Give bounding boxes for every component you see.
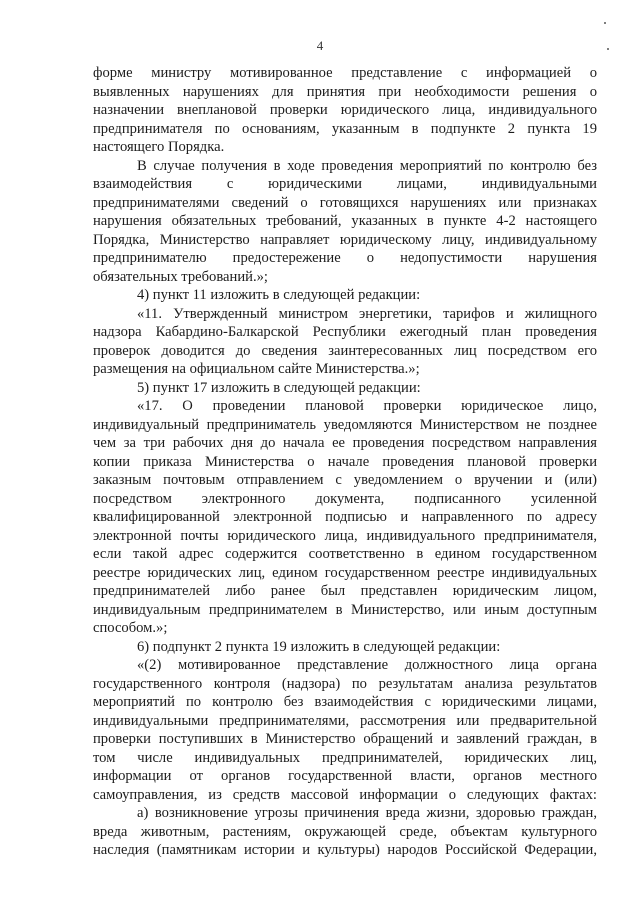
- text-line: вреда животным, растениям, окружающей среде, объектам культурного: [93, 823, 597, 840]
- text-line: заказным почтовым отправлением с уведомлением о вручении и (или): [93, 472, 597, 488]
- text-line: «(2) мотивированное представление должностного лица органа: [137, 657, 597, 673]
- text-line: 6) подпункт 2 пункта 19 изложить в следующей редакции:: [137, 638, 501, 655]
- text-line: копии приказа Министерства о начале проведения плановой проверки: [93, 453, 597, 470]
- text-line: надзора Кабардино-Балкарской Республики ежегодный план проведения: [93, 324, 597, 340]
- text-line: информации от органов государственной власти, органов местного: [93, 768, 597, 784]
- text-line: В случае получения в ходе проведения мероприятий по контролю без: [137, 157, 597, 174]
- text-line: Порядка, Министерство направляет юридическому лицу, индивидуальному: [93, 231, 597, 248]
- text-line: самоуправления, из средств массовой информации о следующих фактах:: [93, 786, 597, 803]
- text-line: том числе индивидуальных предпринимателей, юридических лиц,: [93, 749, 597, 766]
- text-line: квалифицированной электронной подписью и направленного по адресу: [93, 509, 597, 525]
- text-line: электронной почты юридического лица, индивидуального предпринимателя,: [93, 527, 597, 544]
- text-line: чем за три рабочих дня до начала ее проведения посредством направления: [93, 435, 597, 451]
- page-number: 4: [316, 38, 324, 53]
- text-line: наследия (памятникам истории и культуры) народов Российской Федерации,: [93, 842, 597, 858]
- text-line: предпринимателями сведений о готовящихся нарушениях или признаках: [93, 194, 597, 211]
- text-line: предпринимателей либо ранее был представлен юридическим лицом,: [93, 583, 597, 599]
- scan-speck: [604, 22, 606, 24]
- text-line: 5) пункт 17 изложить в следующей редакции:: [137, 379, 421, 396]
- text-line: размещения на официальном сайте Министерства.»;: [93, 361, 420, 377]
- text-line: проверок доводится до сведения заинтересованных лиц посредством его: [93, 342, 597, 359]
- text-line: «11. Утвержденный министром энергетики, тарифов и жилищного: [137, 305, 597, 322]
- text-line: индивидуальными предпринимателями, рассмотрения или предварительной: [93, 712, 597, 729]
- text-line: индивидуальным предпринимателем в Министерство, или иным доступным: [93, 601, 597, 618]
- document-body: [93, 64, 597, 860]
- text-line: а) возникновение угрозы причинения вреда жизни, здоровью граждан,: [137, 805, 597, 821]
- text-line: взаимодействия с юридическими лицами, индивидуальными: [93, 176, 597, 192]
- text-line: выявленных нарушениях для принятия при необходимости решения о: [93, 83, 597, 100]
- text-line: «17. О проведении плановой проверки юридическое лицо,: [137, 398, 597, 414]
- text-line: нарушения обязательных требований, указанных в пункте 4-2 настоящего: [93, 213, 597, 229]
- text-line: предпринимателю предостережение о недопустимости нарушения: [93, 250, 597, 266]
- text-line: 4) пункт 11 изложить в следующей редакции:: [137, 287, 421, 303]
- text-line: способом.»;: [93, 620, 168, 636]
- text-line: настоящего Порядка.: [93, 139, 225, 155]
- text-line: государственного контроля (надзора) по результатам анализа результатов: [93, 675, 597, 692]
- text-line: посредством электронного документа, подписанного усиленной: [93, 490, 597, 507]
- text-line: форме министру мотивированное представление с информацией о: [93, 65, 597, 81]
- text-line: обязательных требований.»;: [93, 268, 268, 285]
- text-line: мероприятий по контролю без взаимодействия с юридическими лицами,: [93, 694, 597, 710]
- text-line: реестре юридических лиц, едином государственном реестре индивидуальных: [93, 564, 597, 581]
- text-line: индивидуальный предприниматель уведомляются Министерством не позднее: [93, 416, 597, 433]
- text-line: назначении внеплановой проверки юридического лица, индивидуального: [93, 102, 597, 118]
- text-line: предпринимателя по основаниям, указанным в подпункте 2 пункта 19: [93, 120, 597, 137]
- text-line: если такой адрес содержится соответственно в едином государственном: [93, 546, 597, 562]
- text-line: проверки поступивших в Министерство обращений и заявлений граждан, в: [93, 731, 597, 747]
